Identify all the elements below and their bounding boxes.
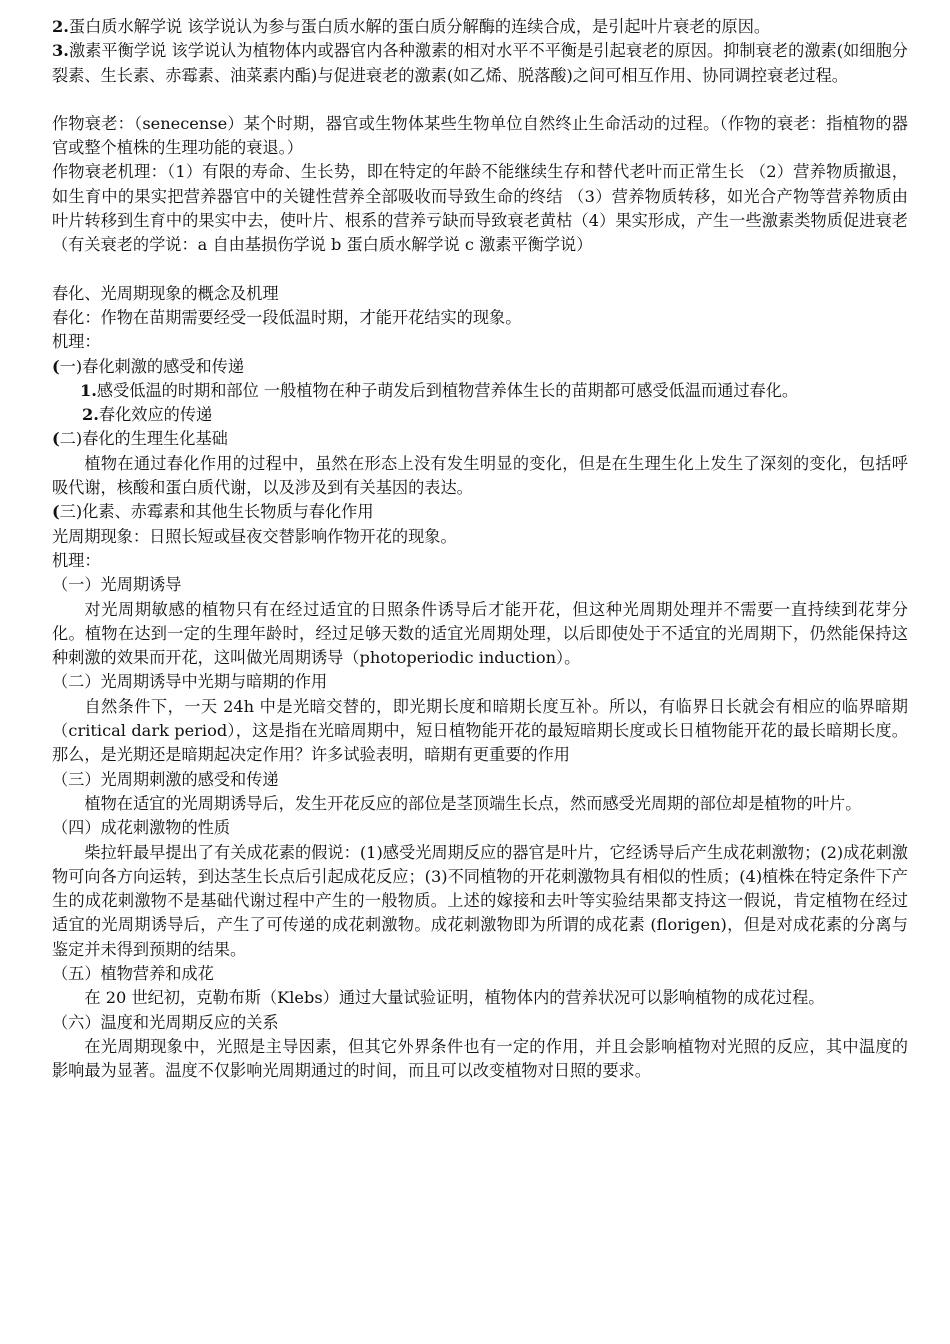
paragraph-vernalization-physiology: 植物在通过春化作用的过程中，虽然在形态上没有发生明显的变化，但是在生理生化上发生了深刻的变化，包括呼吸代谢，核酸和蛋白质代谢，以及涉及到有关基因的表达。 bbox=[52, 453, 908, 498]
paragraph-text: 春化效应的传递 bbox=[98, 405, 213, 425]
subheading-nutrition-flowering: （五）植物营养和成花 bbox=[52, 963, 214, 983]
heading-paren: ( bbox=[52, 356, 60, 376]
item-number: 2. bbox=[52, 17, 69, 36]
heading-paren: ( bbox=[52, 502, 60, 522]
paragraph-vernalization-transmission bbox=[52, 403, 908, 427]
paragraph-text: 激素平衡学说 该学说认为植物体内或器官内各种激素的相对水平不平衡是引起衰老的原因。抑制衰老的激素(如细胞分裂素、生长素、赤霉素、油菜素内酯)与促进衰老的激素(如乙烯、脱落酸)之间可相互作用、协同调控衰老过程。 bbox=[52, 41, 908, 85]
paragraph-protein-hydrolysis-theory bbox=[52, 15, 908, 39]
paragraph-hormone-balance-theory bbox=[52, 39, 908, 88]
subheading-florigen-nature: （四）成花刺激物的性质 bbox=[52, 818, 231, 838]
paragraph-vernalization-definition: 春化：作物在苗期需要经受一段低温时期，才能开花结实的现象。 bbox=[52, 307, 522, 327]
paragraph-photoperiod-perception: 植物在适宜的光周期诱导后，发生开花反应的部位是茎顶端生长点，然而感受光周期的部位却是植物的叶片。 bbox=[84, 793, 862, 813]
item-number: 3. bbox=[52, 41, 69, 61]
subheading-vernalization-perception bbox=[52, 355, 908, 379]
subheading-vernalization-physiology bbox=[52, 427, 908, 451]
heading-text: 一)春化刺激的感受和传递 bbox=[59, 356, 245, 376]
paragraph-crop-senescence-mechanism: 作物衰老机理：（1）有限的寿命、生长势，即在特定的年龄不能继续生存和替代老叶而正常生长 （2）营养物质撤退，如生育中的果实把营养器官中的关键性营养全部吸收而导致生命的终结 （3）营养物质转移，如光合产物等营养物质由叶片转移到生育中的果实中去，使叶片、根系的营养亏缺而导致衰老黄枯（4）果实形成，产生一些激素类物质促进衰老（有关衰老的学说：a 自由基损伤学说 b 蛋白质水解学说 c 激素平衡学说） bbox=[52, 162, 908, 255]
subheading-gibberellin-vernalization bbox=[52, 500, 908, 524]
document-page bbox=[52, 15, 908, 1083]
section-heading-vernalization-photoperiod: 春化、光周期现象的概念及机理 bbox=[52, 283, 279, 303]
heading-paren: ( bbox=[52, 429, 60, 449]
paragraph-text: 感受低温的时期和部位 一般植物在种子萌发后到植物营养体生长的苗期都可感受低温而通过春化。 bbox=[96, 380, 799, 400]
paragraph-light-dark-period: 自然条件下，一天 24h 中是光暗交替的，即光期长度和暗期长度互补。所以，有临界日长就会有相应的临界暗期（critical dark period），这是指在光暗周期中，短日植物能开花的最短暗期长度或长日植物能开花的最长暗期长度。那么，是光期还是暗期起决定作用？许多试验表明，暗期有更重要的作用 bbox=[52, 696, 908, 765]
subheading-temperature-photoperiod: （六）温度和光周期反应的关系 bbox=[52, 1012, 279, 1032]
paragraph-temperature-photoperiod: 在光周期现象中，光照是主导因素，但其它外界条件也有一定的作用，并且会影响植物对光照的反应，其中温度的影响最为显著。温度不仅影响光周期通过的时间，而且可以改变植物对日照的要求。 bbox=[52, 1036, 908, 1081]
heading-text: 二)春化的生理生化基础 bbox=[59, 429, 228, 449]
paragraph-text: 蛋白质水解学说 该学说认为参与蛋白质水解的蛋白质分解酶的连续合成，是引起叶片衰老的原因。 bbox=[68, 17, 771, 36]
subheading-light-dark-period: （二）光周期诱导中光期与暗期的作用 bbox=[52, 672, 328, 692]
paragraph-photoperiodic-induction: 对光周期敏感的植物只有在经过适宜的日照条件诱导后才能开花，但这种光周期处理并不需要一直持续到花芽分化。植物在达到一定的生理年龄时，经过足够天数的适宜光周期处理，以后即使处于不适宜的光周期下，仍然能保持这种刺激的效果而开花，这叫做光周期诱导（photoperiodic induction）。 bbox=[52, 599, 908, 668]
paragraph-nutrition-flowering: 在 20 世纪初，克勒布斯（Klebs）通过大量试验证明，植物体内的营养状况可以影响植物的成花过程。 bbox=[84, 988, 825, 1008]
label-mechanism: 机理： bbox=[52, 332, 101, 352]
paragraph-photoperiodism-definition: 光周期现象：日照长短或昼夜交替影响作物开花的现象。 bbox=[52, 526, 457, 546]
paragraph-crop-senescence-definition: 作物衰老：（senecense）某个时期，器官或生物体某些生物单位自然终止生命活动的过程。（作物的衰老：指植物的器官或整个植株的生理功能的衰退。） bbox=[52, 113, 908, 158]
blank-line bbox=[52, 258, 908, 282]
item-number: 2. bbox=[82, 405, 99, 425]
item-number: 1. bbox=[80, 380, 97, 400]
subheading-photoperiodic-induction: （一）光周期诱导 bbox=[52, 575, 182, 595]
blank-line bbox=[52, 88, 908, 112]
heading-text: 三)化素、赤霉素和其他生长物质与春化作用 bbox=[59, 502, 374, 522]
paragraph-florigen-hypothesis: 柴拉轩最早提出了有关成花素的假说：(1)感受光周期反应的器官是叶片，它经诱导后产生成花刺激物；(2)成花刺激物可向各方向运转，到达茎生长点后引起成花反应；(3)不同植物的开花刺激物具有相似的性质；(4)植株在特定条件下产生的成花刺激物不是基础代谢过程中产生的一般物质。上述的嫁接和去叶等实验结果都支持这一假说，肯定植物在经过适宜的光周期诱导后，产生了可传递的成花刺激物。成花刺激物即为所谓的成花素 (florigen)，但是对成花素的分离与鉴定并未得到预期的结果。 bbox=[52, 842, 908, 959]
paragraph-low-temperature-perception bbox=[52, 379, 908, 403]
subheading-photoperiod-perception: （三）光周期刺激的感受和传递 bbox=[52, 769, 279, 789]
label-mechanism: 机理： bbox=[52, 550, 101, 570]
